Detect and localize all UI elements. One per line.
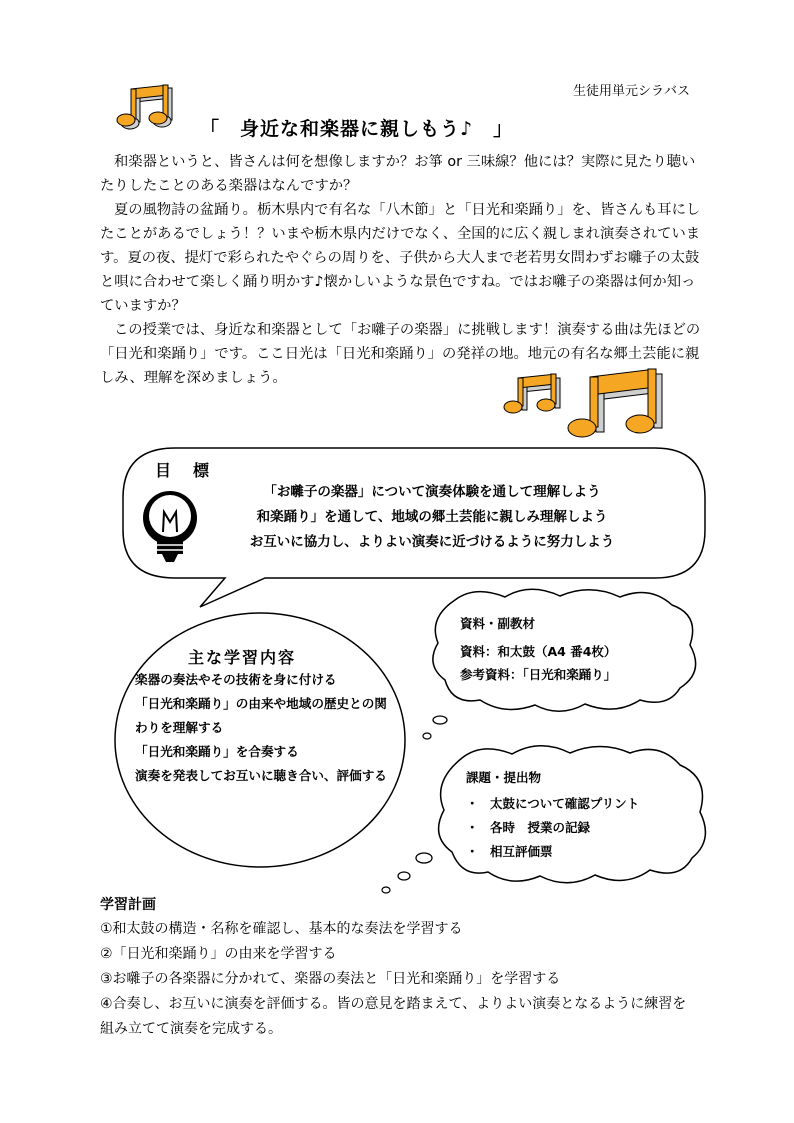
goal-item: 「お囃子の楽器」について演奏体験を通して理解しよう [263, 484, 601, 500]
plan-heading: 学習計画 [100, 897, 156, 913]
materials-list [460, 640, 616, 686]
learning-item: 楽器の奏法やその技術を身に付ける [135, 672, 337, 687]
tasks-heading: 課題・提出物 [466, 770, 542, 785]
material-item: 参考資料：「日光和楽踊り」 [460, 667, 617, 682]
material-item: 資料：和太鼓（A4 番4枚） [460, 644, 617, 659]
music-note-icon [117, 85, 172, 129]
task-text: 太鼓について確認プリント [490, 796, 640, 811]
learning-list [135, 668, 397, 788]
intro-paragraph: この授業では、身近な和楽器として「お囃子の楽器」に挑戦します！演奏する曲は先ほどの「日光和楽踊り」です。ここ日光は「日光和楽踊り」の発祥の地。地元の有名な郷土芸能に親しみ、理解を深めましょう。 [100, 322, 701, 386]
learning-item: 「日光和楽踊り」を合奏する [135, 744, 299, 759]
plan-item: ④合奏し、お互いに演奏を評価する。皆の意見を踏まえて、よりよい演奏となるように練習を組み立てて演奏を完成する。 [100, 996, 687, 1037]
plan-item: ③お囃子の各楽器に分かれて、楽器の奏法と「日光和楽踊り」を学習する [100, 971, 561, 987]
syllabus-label: 生徒用単元シラバス [572, 84, 690, 99]
plan-item: ②「日光和楽踊り」の由来を学習する [100, 946, 337, 962]
goal-item: お互いに協力し、よりよい演奏に近づけるように努力しよう [249, 534, 615, 550]
goal-item: 和楽踊り」を通して、地域の郷土芸能に親しみ理解しよう [256, 509, 608, 525]
plan-list [100, 917, 700, 1042]
task-item [466, 792, 639, 816]
bullet: ・ [466, 796, 479, 811]
task-item [466, 840, 639, 864]
goals-heading: 目標 [155, 461, 232, 480]
bullet: ・ [466, 820, 479, 835]
intro-paragraph: 夏の風物詩の盆踊り。栃木県内で有名な「八木節」と「日光和楽踊り」を、皆さんも耳にしたことがあるでしょう！？いまや栃木県内だけでなく、全国的に広く親しまれ演奏されています。夏の夜、提灯で彩られたやぐらの周りを、子供から大人まで老若男女問わずお囃子の太鼓と唄に合わせて楽しく踊り明かす♪懐かしいような景色ですね。ではお囃子の楽器は何か知っていますか？ [100, 202, 701, 314]
page-title: 「 身近な和楽器に親しもう♪ 」 [200, 118, 514, 140]
plan-item: ①和太鼓の構造・名称を確認し、基本的な奏法を学習する [100, 921, 463, 937]
materials-heading: 資料・副教材 [460, 616, 536, 631]
intro-paragraph: 和楽器というと、皆さんは何を想像しますか？お箏 or 三味線？他には？実際に見たり聴いたりしたことのある楽器はなんですか？ [100, 154, 696, 194]
intro-text [100, 150, 702, 390]
tasks-list [466, 792, 639, 864]
task-item [466, 816, 639, 840]
task-text: 相互評価票 [490, 844, 553, 859]
goals-list [212, 480, 652, 555]
bullet: ・ [466, 844, 479, 859]
learning-heading: 主な学習内容 [188, 648, 297, 667]
learning-item: 演奏を発表してお互いに聴き合い、評価する [135, 768, 387, 783]
learning-item: 「日光和楽踊り」の由来や地域の歴史との関わりを理解する [135, 696, 387, 735]
task-text: 各時 授業の記録 [490, 820, 591, 835]
